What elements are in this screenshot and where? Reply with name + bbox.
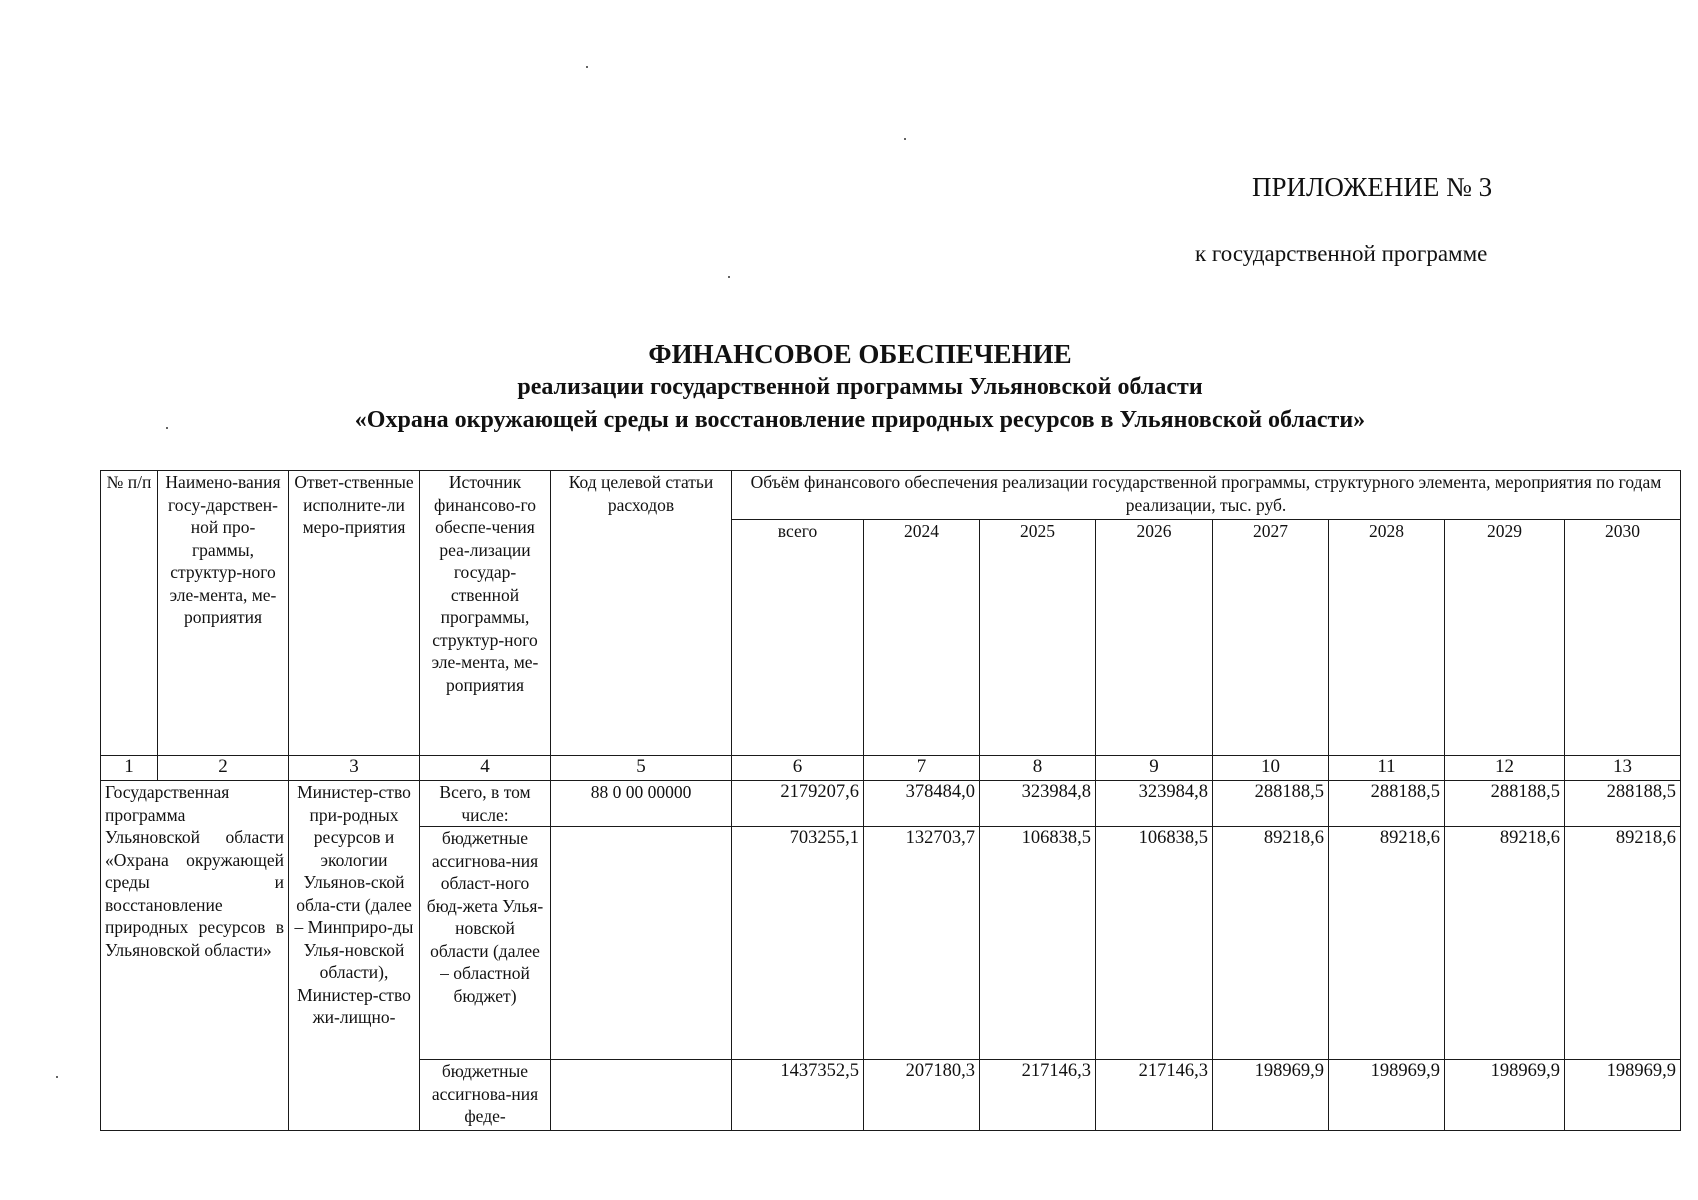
column-number: 5 xyxy=(551,756,732,781)
value-cell: 198969,9 xyxy=(1445,1060,1565,1131)
header-year: 2025 xyxy=(980,520,1096,756)
header-year: 2028 xyxy=(1329,520,1445,756)
value-cell: 106838,5 xyxy=(980,827,1096,1060)
scan-speck xyxy=(904,138,906,140)
value-cell: 217146,3 xyxy=(1096,1060,1213,1131)
header-num: № п/п xyxy=(101,471,158,756)
source-cell: Всего, в том числе: xyxy=(420,781,551,827)
header-source: Источник финансово-го обеспе-чения реа-лизации государ-ственной программы, структур-ного эле-мента, ме-роприятия xyxy=(420,471,551,756)
value-cell: 106838,5 xyxy=(1096,827,1213,1060)
value-cell: 89218,6 xyxy=(1445,827,1565,1060)
value-cell: 703255,1 xyxy=(732,827,864,1060)
value-cell: 132703,7 xyxy=(864,827,980,1060)
column-number: 13 xyxy=(1565,756,1681,781)
code-cell xyxy=(551,1060,732,1131)
column-number: 9 xyxy=(1096,756,1213,781)
header-year: 2029 xyxy=(1445,520,1565,756)
scan-speck xyxy=(586,66,588,68)
value-cell: 288188,5 xyxy=(1329,781,1445,827)
document-subtitle: реализации государственной программы Ульяновской области xyxy=(517,374,1203,400)
value-cell: 217146,3 xyxy=(980,1060,1096,1131)
header-year: 2026 xyxy=(1096,520,1213,756)
code-cell xyxy=(551,827,732,1060)
value-cell: 89218,6 xyxy=(1565,827,1681,1060)
value-cell: 198969,9 xyxy=(1329,1060,1445,1131)
column-number: 3 xyxy=(289,756,420,781)
column-number: 6 xyxy=(732,756,864,781)
header-code: Код целевой статьи расходов xyxy=(551,471,732,756)
financing-table xyxy=(100,470,1681,1131)
column-numbers-row xyxy=(101,756,1681,781)
value-cell: 323984,8 xyxy=(1096,781,1213,827)
value-cell: 89218,6 xyxy=(1213,827,1329,1060)
column-number: 4 xyxy=(420,756,551,781)
source-cell: бюджетные ассигнова-ния област-ного бюд-жета Улья-новской области (далее – областной бюджет) xyxy=(420,827,551,1060)
value-cell: 198969,9 xyxy=(1213,1060,1329,1131)
header-executors: Ответ-ственные исполните-ли меро-приятия xyxy=(289,471,420,756)
source-cell: бюджетные ассигнова-ния феде- xyxy=(420,1060,551,1131)
scan-speck xyxy=(56,1076,58,1078)
value-cell: 207180,3 xyxy=(864,1060,980,1131)
column-number: 11 xyxy=(1329,756,1445,781)
document-title: ФИНАНСОВОЕ ОБЕСПЕЧЕНИЕ xyxy=(648,339,1072,369)
header-year: 2030 xyxy=(1565,520,1681,756)
column-number: 12 xyxy=(1445,756,1565,781)
column-number: 7 xyxy=(864,756,980,781)
table-row xyxy=(101,781,1681,827)
scan-speck xyxy=(166,427,168,429)
program-title: «Охрана окружающей среды и восстановление природных ресурсов в Ульяновской области» xyxy=(354,407,1366,433)
value-cell: 1437352,5 xyxy=(732,1060,864,1131)
appendix-title: ПРИЛОЖЕНИЕ № 3 xyxy=(1252,172,1493,202)
column-number: 8 xyxy=(980,756,1096,781)
value-cell: 198969,9 xyxy=(1565,1060,1681,1131)
code-cell: 88 0 00 00000 xyxy=(551,781,732,827)
value-cell: 2179207,6 xyxy=(732,781,864,827)
value-cell: 323984,8 xyxy=(980,781,1096,827)
column-number: 1 xyxy=(101,756,158,781)
header-total: всего xyxy=(732,520,864,756)
appendix-subtitle: к государственной программе xyxy=(1195,241,1488,266)
value-cell: 288188,5 xyxy=(1213,781,1329,827)
executors-cell: Министер-ство при-родных ресурсов и экологии Ульянов-ской обла-сти (далее – Минприро-ды Улья-новской области), Министер-ство жи-лищно- xyxy=(289,781,420,1131)
value-cell: 288188,5 xyxy=(1565,781,1681,827)
header-year: 2024 xyxy=(864,520,980,756)
column-number: 10 xyxy=(1213,756,1329,781)
header-year: 2027 xyxy=(1213,520,1329,756)
scan-speck xyxy=(728,276,730,278)
value-cell: 378484,0 xyxy=(864,781,980,827)
column-number: 2 xyxy=(158,756,289,781)
program-name-cell: Государственная программа Ульяновской области «Охрана окружающей среды и восстановление природных ресурсов в Ульяновской области» xyxy=(101,781,289,1131)
value-cell: 288188,5 xyxy=(1445,781,1565,827)
header-volume: Объём финансового обеспечения реализации государственной программы, структурного элемента, мероприятия по годам реализации, тыс. руб. xyxy=(732,471,1681,520)
value-cell: 89218,6 xyxy=(1329,827,1445,1060)
header-name: Наимено-вания госу-дарствен-ной про-граммы, структур-ного эле-мента, ме-роприятия xyxy=(158,471,289,756)
